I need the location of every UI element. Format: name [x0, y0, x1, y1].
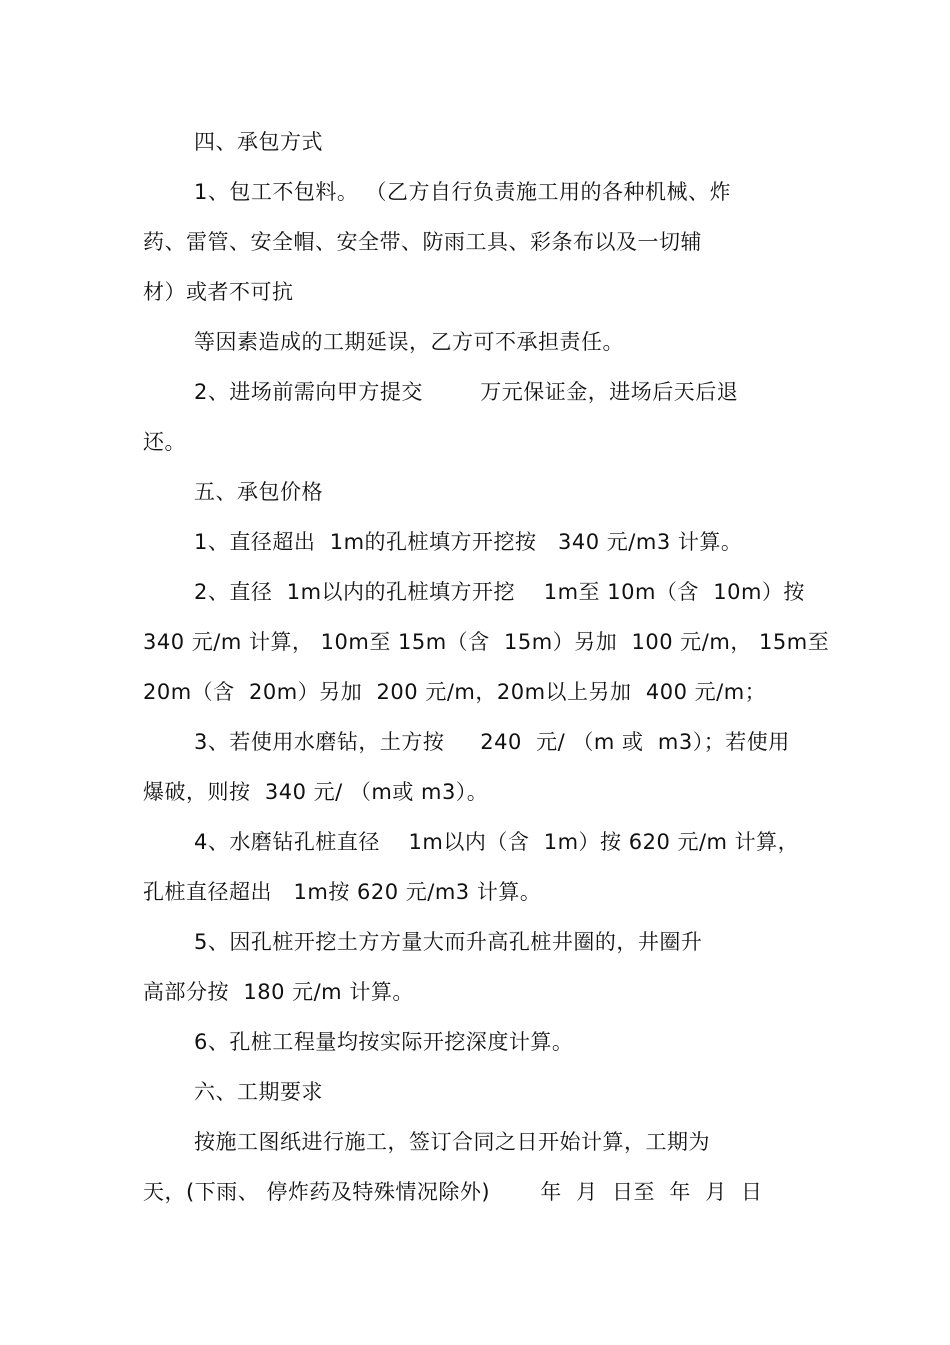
s5-item4-line1: 4、水磨钻孔桩直径 1m以内（含 1m）按 620 元/m 计算， [194, 830, 800, 854]
s6-text-line1: 按施工图纸进行施工，签订合同之日开始计算，工期为 [194, 1130, 710, 1154]
s5-item5-line2: 高部分按 180 元/m 计算。 [143, 980, 414, 1004]
s5-item2-line1: 2、直径 1m以内的孔桩填方开挖 1m至 10m（含 10m）按 [194, 580, 805, 604]
s5-item5-line1: 5、因孔桩开挖土方方量大而升高孔桩井圈的，井圈升 [194, 930, 703, 954]
s5-item2-line3: 20m（含 20m）另加 200 元/m，20m以上另加 400 元/m； [143, 680, 767, 704]
section-6-heading: 六、工期要求 [194, 1080, 323, 1104]
s5-item1-line1: 1、直径超出 1m的孔桩填方开挖按 340 元/m3 计算。 [194, 530, 743, 554]
s4-item1-line4: 等因素造成的工期延误，乙方可不承担责任。 [194, 330, 624, 354]
s4-item1-line3: 材）或者不可抗 [143, 280, 294, 304]
section-4-heading: 四、承包方式 [194, 130, 323, 154]
section-5-heading: 五、承包价格 [194, 480, 323, 504]
s5-item3-line1: 3、若使用水磨钻，土方按 240 元/ （m 或 m3）；若使用 [194, 730, 790, 754]
s5-item2-line2: 340 元/m 计算， 10m至 15m（含 15m）另加 100 元/m， 15m至 [143, 630, 830, 654]
s4-item2-line1: 2、进场前需向甲方提交 万元保证金，进场后天后退 [194, 380, 739, 404]
s4-item1-line1: 1、包工不包料。 （乙方自行负责施工用的各种机械、炸 [194, 180, 732, 204]
s4-item2-line2: 还。 [143, 430, 186, 454]
s5-item4-line2: 孔桩直径超出 1m按 620 元/m3 计算。 [143, 880, 542, 904]
s6-text-line2: 天，(下雨、 停炸药及特殊情况除外) 年 月 日至 年 月 日 [143, 1180, 763, 1204]
s5-item6-line1: 6、孔桩工程量均按实际开挖深度计算。 [194, 1030, 574, 1054]
s4-item1-line2: 药、雷管、安全帽、安全带、防雨工具、彩条布以及一切辅 [143, 230, 702, 254]
s5-item3-line2: 爆破，则按 340 元/ （m或 m3）。 [143, 780, 489, 804]
